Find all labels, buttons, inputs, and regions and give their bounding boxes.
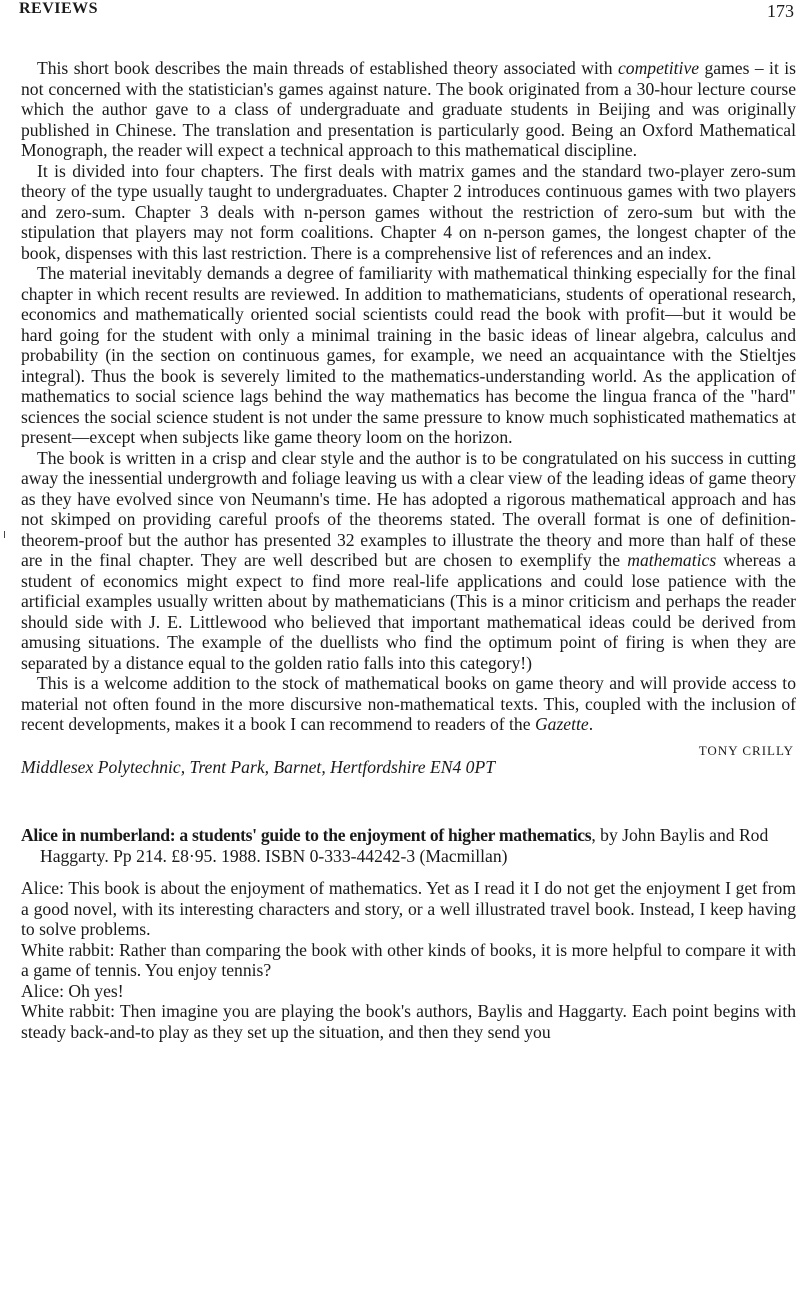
- emphasis: mathematics: [627, 550, 717, 570]
- book-citation: [21, 825, 796, 866]
- speaker-name: Alice:: [21, 878, 64, 898]
- reviewer-affiliation: Middlesex Polytechnic, Trent Park, Barnet, Hertfordshire EN4 0PT: [21, 756, 495, 777]
- signature-block: [21, 735, 796, 757]
- speaker-name: White rabbit:: [21, 1001, 116, 1021]
- margin-mark: [4, 531, 5, 538]
- dialogue-text: Oh yes!: [64, 980, 124, 1001]
- page-number: 173: [767, 1, 794, 21]
- dialogue-line: [21, 878, 796, 940]
- speaker-name: Alice:: [21, 980, 64, 1001]
- speaker-name: White rabbit:: [21, 939, 115, 960]
- dialogue-text: This book is about the enjoyment of mathematics. Yet as I read it I do not get the enjoyment I get from a good novel, with its interesting characters and story, or a well illustrated travel book. Instead, I keep having to solve problems.: [21, 878, 796, 939]
- review-body: [21, 58, 796, 1042]
- review-paragraph: This is a welcome addition to the stock of mathematical books on game theory and will provide access to material not often found in the more discursive non-mathematical texts. This, coupled with the inclusion of recent developments, makes it a book I can recommend to readers of the Gazette.: [21, 673, 796, 734]
- review-paragraph: It is divided into four chapters. The first deals with matrix games and the standard two-player zero-sum theory of the type usually taught to undergraduates. Chapter 2 introduces continuous games with two players and zero-sum. Chapter 3 deals with n-person games without the restriction of zero-sum but with the stipulation that players may not form coalitions. Chapter 4 on n-person games, the longest chapter of the book, dispenses with this last restriction. There is a comprehensive list of references and an index.: [21, 160, 796, 263]
- page-header: [19, 0, 794, 24]
- reviewer-signature: TONY CRILLY: [698, 742, 794, 758]
- review-paragraph: The material inevitably demands a degree of familiarity with mathematical thinking especially for the final chapter in which recent results are reviewed. In addition to mathematicians, students of operational research, economics and mathematically oriented social scientists could read the book with profit—but it would be hard going for the student with only a minimal training in the basic ideas of linear algebra, calculus and probability (in the section on continuous games, for example, we need an acquaintance with the Stieltjes integral). Thus the book is severely limited to the mathematics-understanding world. As the application of mathematics to social science lags behind the way mathematics has become the lingua franca of the "hard" sciences the social science student is not under the same pressure to know much sophisticated mathematics at present—except when subjects like game theory loom on the horizon.: [21, 263, 796, 447]
- dialogue-line: [21, 940, 796, 981]
- review-2: [21, 825, 796, 1042]
- dialogue-text: Rather than comparing the book with other kinds of books, it is more helpful to compare it with a game of tennis. You enjoy tennis?: [21, 939, 796, 980]
- review-paragraph: The book is written in a crisp and clear style and the author is to be congratulated on his success in cutting away the inessential undergrowth and foliage leaving us with a clear view of the leading ideas of game theory as they have evolved since von Neumann's time. He has adopted a rigorous mathematical approach and has not skimped on providing careful proofs of the theorems stated. The overall format is one of definition-theorem-proof but the author has presented 32 examples to illustrate the theory and more than half of these are in the final chapter. They are well described but are chosen to exemplify the mathematics whereas a student of economics might expect to find more real-life applications and could lose patience with the artificial examples usually written about by mathematicians (This is a minor criticism and perhaps the reader should side with J. E. Littlewood who believed that important mathematical ideas could be derived from amusing situations. The example of the duellists who find the optimum point of firing is when they are separated by a distance equal to the golden ratio falls into this category!): [21, 447, 796, 673]
- review-paragraph: This short book describes the main threads of established theory associated with competitive games – it is not concerned with the statistician's games against nature. The book originated from a 30-hour lecture course which the author gave to a class of undergraduate and graduate students in Beijing and was originally published in Chinese. The translation and presentation is particularly good. Being an Oxford Mathematical Monograph, the reader will expect a technical approach to this mathematical discipline.: [21, 58, 796, 160]
- book-details: , by John Baylis and Rod Haggarty. Pp 214. £8·95. 1988. ISBN 0-333-44242-3 (Macmillan): [40, 825, 769, 866]
- emphasis: Gazette: [534, 714, 589, 734]
- dialogue-line: [21, 981, 796, 1002]
- review-1: [21, 58, 796, 777]
- running-head: REVIEWS: [19, 0, 99, 17]
- dialogue-line: [21, 1001, 796, 1042]
- book-title: Alice in numberland: a students' guide to the enjoyment of higher mathematics: [21, 825, 592, 845]
- dialogue: [21, 878, 796, 1042]
- emphasis: competitive: [617, 58, 700, 78]
- dialogue-text: Then imagine you are playing the book's authors, Baylis and Haggarty. Each point begins with steady back-and-to play as they set up the situation, and then they send you: [21, 1001, 797, 1042]
